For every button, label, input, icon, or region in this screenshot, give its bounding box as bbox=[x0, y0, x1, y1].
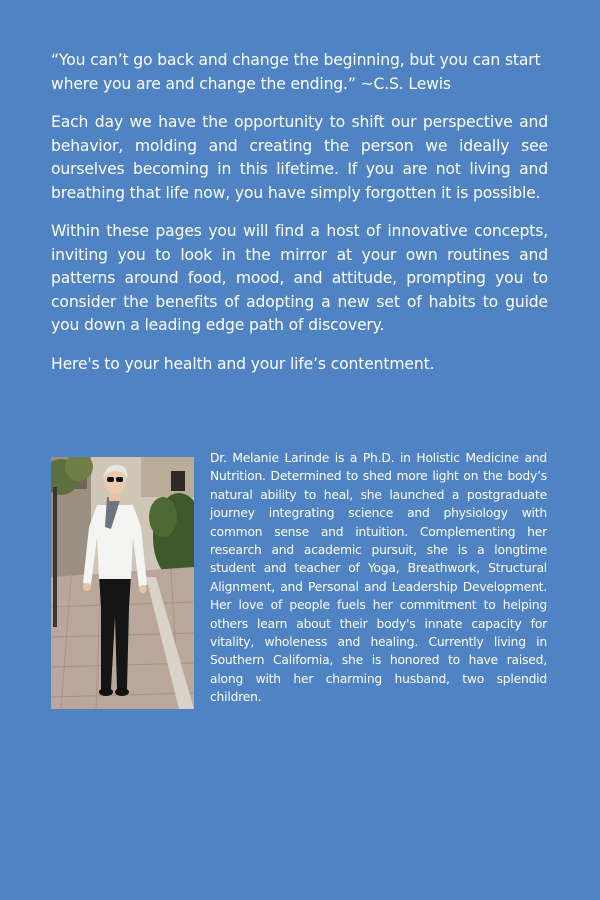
intro-paragraph-2: Within these pages you will find a host of innovative concepts, inviting you to look in the mirror at your own routines and patterns around food, mood, and attitude, prompting you to consider the benefits of adopting a new set of habits to guide you down a leading edge path of discovery. bbox=[51, 222, 548, 334]
intro-text-block bbox=[51, 49, 548, 391]
intro-paragraph-1: Each day we have the opportunity to shift our perspective and behavior, molding and creating the person we ideally see ourselves becoming in this lifetime. If you are not living and breathing that life now, you have simply forgotten it is possible. bbox=[51, 113, 548, 202]
author-bio: Dr. Melanie Larinde is a Ph.D. in Holistic Medicine and Nutrition. Determined to shed more light on the body’s natural ability to heal, she launched a postgraduate journey integrating science and physiology with common sense and intuition. Complementing her research and academic pursuit, she is a longtime student and teacher of Yoga, Breathwork, Structural Alignment, and Personal and Leadership Development. Her love of people fuels her commitment to helping others learn about their body's innate capacity for vitality, wholeness and healing. Currently living in Southern California, she is honored to have raised, along with her charming husband, two splendid children. bbox=[210, 451, 547, 705]
closing-line: Here's to your health and your life’s contentment. bbox=[51, 354, 435, 373]
author-photo bbox=[51, 457, 194, 709]
opening-quote: “You can’t go back and change the beginning, but you can start where you are and change the ending.” ~C.S. Lewis bbox=[51, 51, 541, 93]
